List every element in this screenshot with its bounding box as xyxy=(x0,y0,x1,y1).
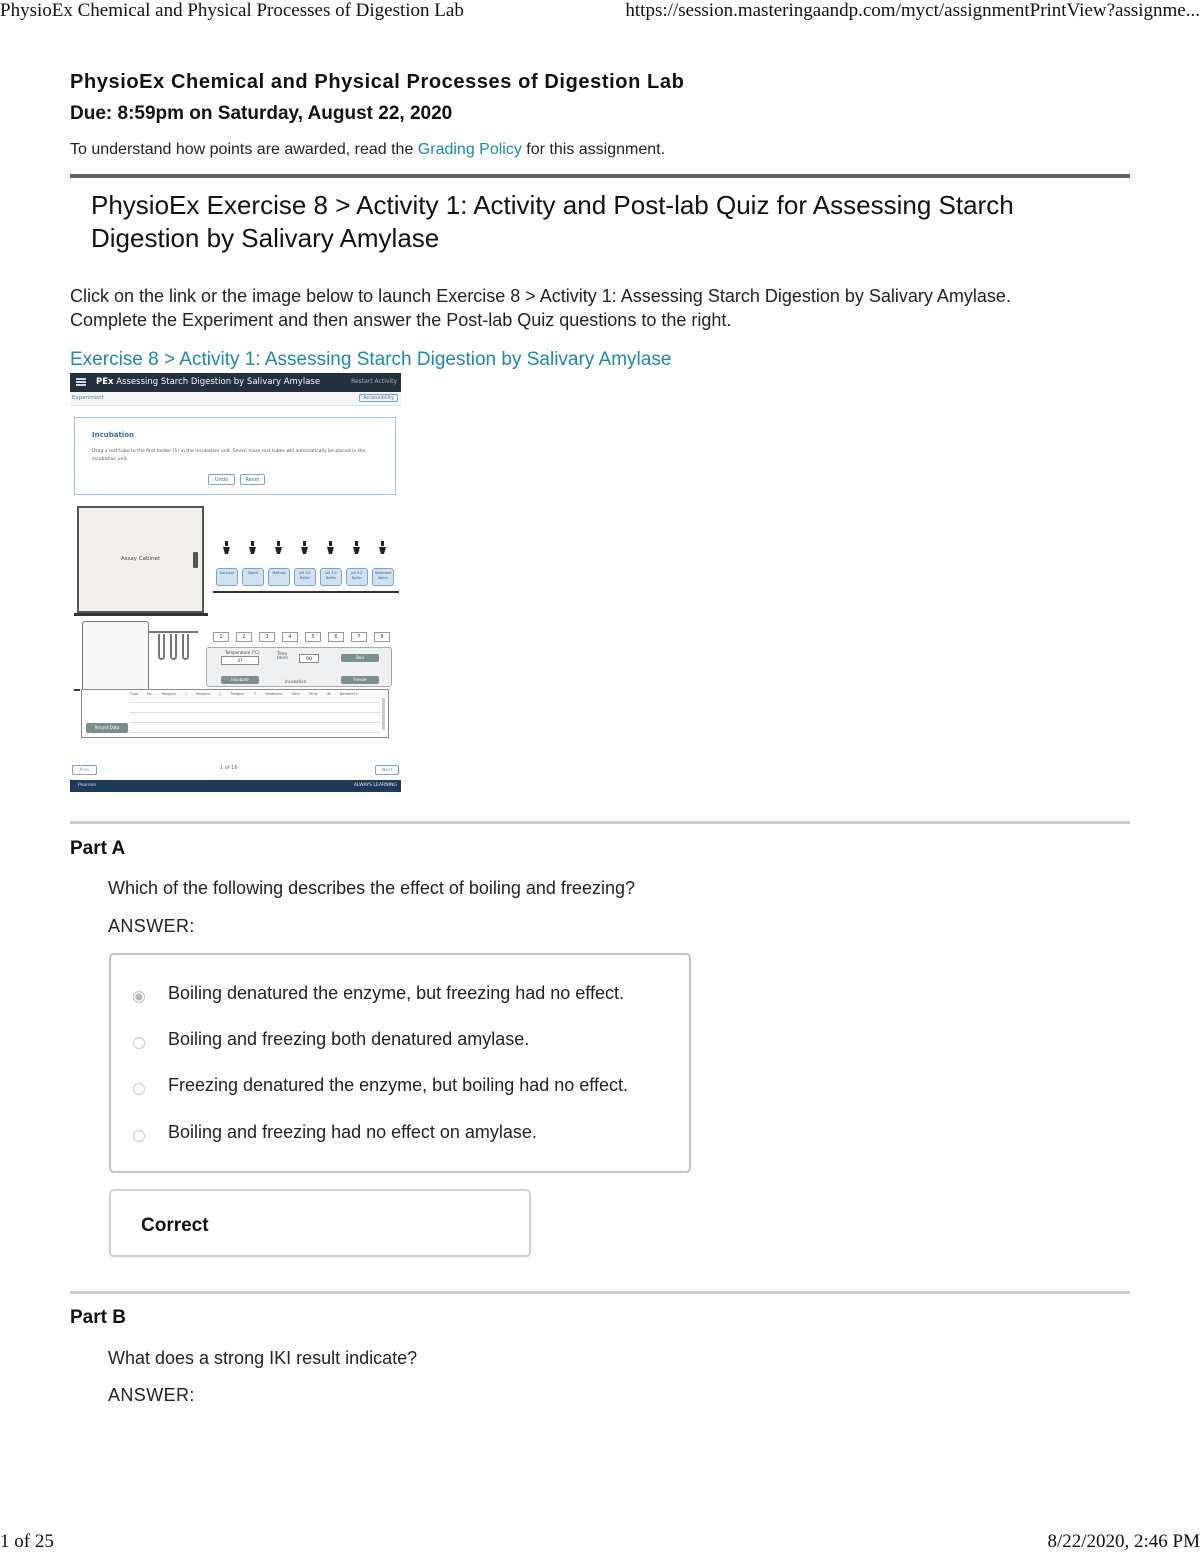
menu-icon xyxy=(76,378,86,386)
table-row-line xyxy=(130,722,380,723)
sim-water-bath xyxy=(82,621,149,693)
part-b-question: What does a strong IKI result indicate? xyxy=(108,1348,418,1368)
choice-label: Boiling denatured the enzyme, but freezing had no effect. xyxy=(168,983,624,1003)
sim-reset: Reset xyxy=(240,474,265,485)
exercise-launch-link[interactable]: Exercise 8 > Activity 1: Assessing Starch Digestion by Salivary Amylase xyxy=(70,349,672,370)
grading-policy-link[interactable]: Grading Policy xyxy=(417,141,522,158)
sim-titlebar xyxy=(70,373,401,392)
record-data-button: Record Data xyxy=(86,723,128,733)
choice-label: Boiling and freezing both denatured amylase. xyxy=(168,1029,530,1049)
sim-undo: Undo xyxy=(208,474,235,485)
choice-label: Boiling and freezing had no effect on amylase. xyxy=(168,1122,537,1142)
radio-icon[interactable] xyxy=(133,1037,145,1049)
sim-title-text: Assessing Starch Digestion by Salivary Amylase xyxy=(116,377,321,387)
boil-button: Boil xyxy=(341,654,379,662)
sim-panel-title: Incubation xyxy=(92,431,134,439)
bottle-maltose: Maltose xyxy=(268,568,290,586)
exercise-launch-image[interactable] xyxy=(70,373,401,792)
test-tube-icon xyxy=(170,634,177,660)
always-learning: ALWAYS LEARNING xyxy=(353,783,397,788)
test-tube-icon xyxy=(182,634,189,660)
page-count: 1 of 25 xyxy=(0,1531,54,1552)
intro-line-2: Complete the Experiment and then answer the Post-lab Quiz questions to the right. xyxy=(70,310,732,330)
sim-restart: Restart Activity xyxy=(351,378,397,385)
bottle-ph2: pH 2.0 Buffer xyxy=(294,568,316,586)
feedback-correct: Correct xyxy=(141,1215,209,1236)
part-b-heading: Part B xyxy=(70,1307,126,1328)
sim-next-button: Next xyxy=(375,765,399,775)
sim-title xyxy=(96,377,320,387)
incubator-slot: 2 xyxy=(236,632,252,642)
sim-incubation-controls xyxy=(206,647,392,687)
grading-policy-line xyxy=(70,141,665,159)
incubator-slot: 3 xyxy=(259,632,275,642)
assignment-title: PhysioEx Chemical and Physical Processes of Digestion Lab xyxy=(70,71,685,93)
time-value: 60 xyxy=(299,654,319,663)
sim-shelf-left xyxy=(74,613,208,616)
part-a-choices xyxy=(109,953,691,1173)
radio-selected-icon[interactable] xyxy=(133,991,145,1003)
temperature-label: Temperature (°C) xyxy=(225,650,260,655)
sim-badge: PEx xyxy=(96,377,114,387)
exercise-intro xyxy=(70,284,1110,332)
test-tube-icon xyxy=(158,634,165,660)
due-date: Due: 8:59pm on Saturday, August 22, 2020 xyxy=(70,103,453,124)
pearson-logo: Pearson xyxy=(78,783,97,788)
part-b-divider xyxy=(70,1291,1130,1294)
choice-option[interactable] xyxy=(133,1122,693,1152)
incubator-slot: 8 xyxy=(374,632,390,642)
sim-prev-button: Prev xyxy=(72,765,97,775)
table-row-line xyxy=(130,732,380,733)
cabinet-handle xyxy=(193,552,198,568)
incubator-slot: 4 xyxy=(282,632,298,642)
incubation-label: Incubation xyxy=(285,679,307,684)
dropper-icon xyxy=(326,541,335,555)
table-scrollbar xyxy=(382,698,385,730)
part-a-heading: Part A xyxy=(70,838,126,859)
radio-icon[interactable] xyxy=(133,1130,145,1142)
exercise-title: PhysioEx Exercise 8 > Activity 1: Activity and Post-lab Quiz for Assessing Starch Digestion by Salivary Amylase xyxy=(91,190,1014,253)
part-a-question: Which of the following describes the effect of boiling and freezing? xyxy=(108,878,635,898)
table-headers: Tube No. Reagent 1 Reagent 2 Reagent 3 Treatment Time Temp IKI Benedict's xyxy=(130,692,358,696)
table-row-line xyxy=(130,712,380,713)
part-a-answer-label: ANSWER: xyxy=(108,916,195,936)
incubator-slot: 7 xyxy=(351,632,367,642)
part-a-divider xyxy=(70,821,1130,824)
sim-incubation-panel xyxy=(74,417,396,495)
incubate-button: Incubate xyxy=(221,676,259,684)
time-label: Time (min) xyxy=(277,651,288,660)
feedback-box xyxy=(109,1189,531,1257)
choice-option[interactable] xyxy=(133,1029,693,1059)
policy-prefix: To understand how points are awarded, read the xyxy=(70,141,414,158)
sim-panel-text: Drag a test tube to the first holder (1) in the incubation unit. Seven more test tubes will automatically be placed in the incubation unit. xyxy=(92,449,366,462)
bottle-ph9: pH 9.0 Buffer xyxy=(346,568,368,586)
incubator-slot: 6 xyxy=(328,632,344,642)
print-header-url: https://session.masteringaandp.com/myct/assignmentPrintView?assignme... xyxy=(625,0,1200,21)
policy-suffix: for this assignment. xyxy=(526,141,666,158)
print-timestamp: 8/22/2020, 2:46 PM xyxy=(1047,1531,1200,1552)
radio-icon[interactable] xyxy=(133,1083,145,1095)
dropper-icon xyxy=(248,541,257,555)
bottle-water: Deionized Water xyxy=(372,568,394,586)
sim-assay-cabinet xyxy=(77,506,204,613)
sim-subbar xyxy=(70,392,401,406)
tube-rack xyxy=(148,631,198,633)
intro-line-1: Click on the link or the image below to launch Exercise 8 > Activity 1: Assessing Starch Digestion by Salivary Amylase. xyxy=(70,286,1011,306)
dropper-icon xyxy=(222,541,231,555)
bottle-starch: Starch xyxy=(242,568,264,586)
print-header-title: PhysioEx Chemical and Physical Processes of Digestion Lab xyxy=(0,0,464,21)
incubator-slot: 5 xyxy=(305,632,321,642)
part-b-answer-label: ANSWER: xyxy=(108,1385,195,1405)
dropper-icon xyxy=(378,541,387,555)
sim-results-table xyxy=(81,689,389,738)
temperature-value: 37 xyxy=(221,656,259,665)
dropper-icon xyxy=(352,541,361,555)
sim-shelf-stub xyxy=(74,689,80,691)
choice-option[interactable] xyxy=(133,983,693,1013)
incubator-slot: 1 xyxy=(213,632,229,642)
dropper-icon xyxy=(300,541,309,555)
sim-shelf-right xyxy=(213,591,399,593)
sim-accessibility: Accessibility xyxy=(359,394,398,402)
choice-option[interactable] xyxy=(133,1075,693,1105)
choice-label: Freezing denatured the enzyme, but boiling had no effect. xyxy=(168,1075,628,1095)
sim-page-indicator: 1 of 16 xyxy=(220,765,238,771)
bottle-amylase: Amylase xyxy=(216,568,238,586)
dropper-icon xyxy=(274,541,283,555)
table-row-line xyxy=(130,702,380,703)
freeze-button: Freeze xyxy=(341,676,379,684)
sim-cabinet-label: Assay Cabinet xyxy=(120,556,161,562)
sim-tab: Experiment xyxy=(72,395,104,401)
bottle-ph7: pH 7.0 Buffer xyxy=(320,568,342,586)
section-divider xyxy=(70,174,1130,178)
sim-footer xyxy=(70,780,401,792)
